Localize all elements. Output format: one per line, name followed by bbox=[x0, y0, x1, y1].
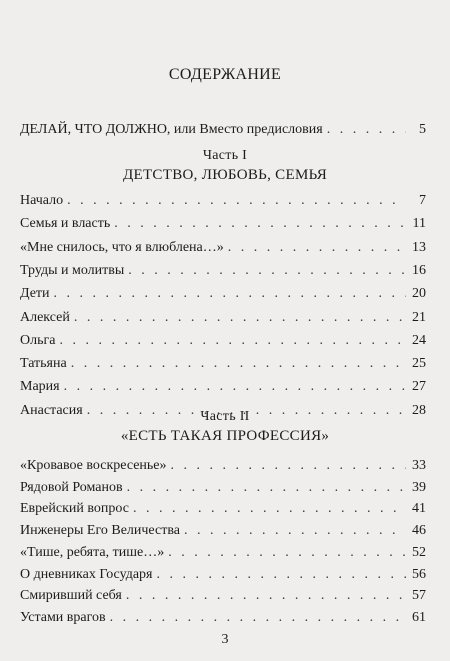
toc-entry-page: 28 bbox=[412, 402, 426, 418]
part2-label: Часть II bbox=[200, 409, 250, 424]
toc-dot-leader bbox=[64, 378, 406, 396]
toc-entry-page: 39 bbox=[412, 479, 426, 495]
toc-entry-title: Алексей bbox=[20, 309, 70, 325]
toc-entry-title: Дети bbox=[20, 286, 50, 302]
toc-entry[interactable] bbox=[20, 566, 426, 584]
toc-entry-title: «Мне снилось, что я влюблена…» bbox=[20, 239, 224, 255]
toc-entry-page: 57 bbox=[412, 588, 426, 604]
toc-entry-title: Семья и власть bbox=[20, 216, 111, 232]
toc-entry-title: Смиривший себя bbox=[20, 588, 122, 604]
toc-entry-title: Анастасия bbox=[20, 402, 83, 418]
toc-entry-page: 25 bbox=[412, 356, 426, 372]
toc-dot-leader bbox=[228, 239, 406, 257]
part2-title: «ЕСТЬ ТАКАЯ ПРОФЕССИЯ» bbox=[120, 428, 330, 444]
toc-dot-leader bbox=[126, 587, 406, 605]
toc-entry[interactable] bbox=[20, 457, 426, 475]
toc-dot-leader bbox=[128, 262, 406, 280]
toc-entry-page: 33 bbox=[412, 458, 426, 473]
toc-dot-leader bbox=[54, 285, 406, 303]
toc-entry-title: Инженеры Его Величества bbox=[20, 523, 180, 539]
toc-entry-page: 61 bbox=[412, 609, 426, 625]
part1-label: Часть I bbox=[202, 148, 248, 163]
toc-entry-title: «Кровавое воскресенье» bbox=[20, 458, 167, 473]
toc-entry-page: 24 bbox=[412, 332, 426, 348]
toc-entry[interactable] bbox=[20, 239, 426, 257]
toc-entry-title: Татьяна bbox=[20, 356, 67, 372]
toc-dot-leader bbox=[133, 500, 406, 518]
toc-entry[interactable] bbox=[20, 309, 426, 327]
part1-title: ДЕТСТВО, ЛЮБОВЬ, СЕМЬЯ bbox=[122, 167, 328, 183]
toc-entry[interactable] bbox=[20, 378, 426, 396]
toc-entry-title: Начало bbox=[20, 193, 64, 208]
toc-dot-leader bbox=[114, 215, 406, 233]
toc-entry-title: Ольга bbox=[20, 332, 56, 348]
contents-heading: СОДЕРЖАНИЕ bbox=[168, 66, 282, 83]
toc-entry-page: 27 bbox=[412, 379, 426, 395]
toc-dot-leader bbox=[71, 355, 406, 373]
toc-dot-leader bbox=[168, 544, 406, 562]
toc-entry-page: 16 bbox=[412, 262, 426, 278]
toc-entry-title: «Тише, ребята, тише…» bbox=[20, 544, 165, 560]
toc-entry[interactable] bbox=[20, 479, 426, 497]
toc-entry[interactable] bbox=[20, 587, 426, 605]
toc-entry-title: ДЕЛАЙ, ЧТО ДОЛЖНО, или Вместо предисловия bbox=[20, 122, 323, 137]
toc-dot-leader bbox=[171, 457, 406, 475]
toc-entry[interactable] bbox=[20, 285, 426, 303]
page-number: 3 bbox=[221, 632, 229, 647]
toc-entry-page: 7 bbox=[419, 193, 426, 208]
toc-dot-leader bbox=[127, 479, 406, 497]
toc-entry-page: 13 bbox=[412, 239, 426, 255]
toc-entry-title: Мария bbox=[20, 379, 60, 395]
toc-entry-page: 20 bbox=[412, 286, 426, 302]
toc-entry-page: 41 bbox=[412, 501, 426, 517]
toc-entry[interactable] bbox=[20, 192, 426, 210]
toc-entry[interactable] bbox=[20, 355, 426, 373]
toc-entry[interactable] bbox=[20, 332, 426, 350]
toc-entry-title: Труды и молитвы bbox=[20, 262, 125, 278]
toc-entry-title: О дневниках Государя bbox=[20, 566, 153, 582]
toc-entry[interactable] bbox=[20, 500, 426, 518]
toc-entry-page: 56 bbox=[412, 566, 426, 582]
toc-dot-leader bbox=[74, 309, 406, 327]
toc-dot-leader bbox=[156, 566, 406, 584]
toc-entry-title: Еврейский вопрос bbox=[20, 501, 129, 517]
toc-entry[interactable] bbox=[20, 544, 426, 562]
toc-entry[interactable] bbox=[20, 609, 426, 627]
toc-dot-leader bbox=[184, 522, 406, 540]
toc-dot-leader bbox=[110, 609, 406, 627]
toc-entry-page: 11 bbox=[412, 216, 426, 232]
toc-dot-leader bbox=[67, 192, 406, 210]
toc-dot-leader bbox=[327, 121, 406, 139]
toc-entry-page: 21 bbox=[412, 309, 426, 325]
toc-entry-page: 52 bbox=[412, 544, 426, 560]
toc-entry-page: 46 bbox=[412, 523, 426, 539]
toc-entry-intro[interactable] bbox=[20, 121, 426, 139]
toc-entry-title: Устами врагов bbox=[20, 609, 106, 625]
toc-entry-title: Рядовой Романов bbox=[20, 479, 123, 495]
toc-dot-leader bbox=[59, 332, 406, 350]
toc-entry-page: 5 bbox=[419, 122, 426, 137]
toc-entry[interactable] bbox=[20, 262, 426, 280]
toc-entry[interactable] bbox=[20, 522, 426, 540]
toc-entry[interactable] bbox=[20, 215, 426, 233]
